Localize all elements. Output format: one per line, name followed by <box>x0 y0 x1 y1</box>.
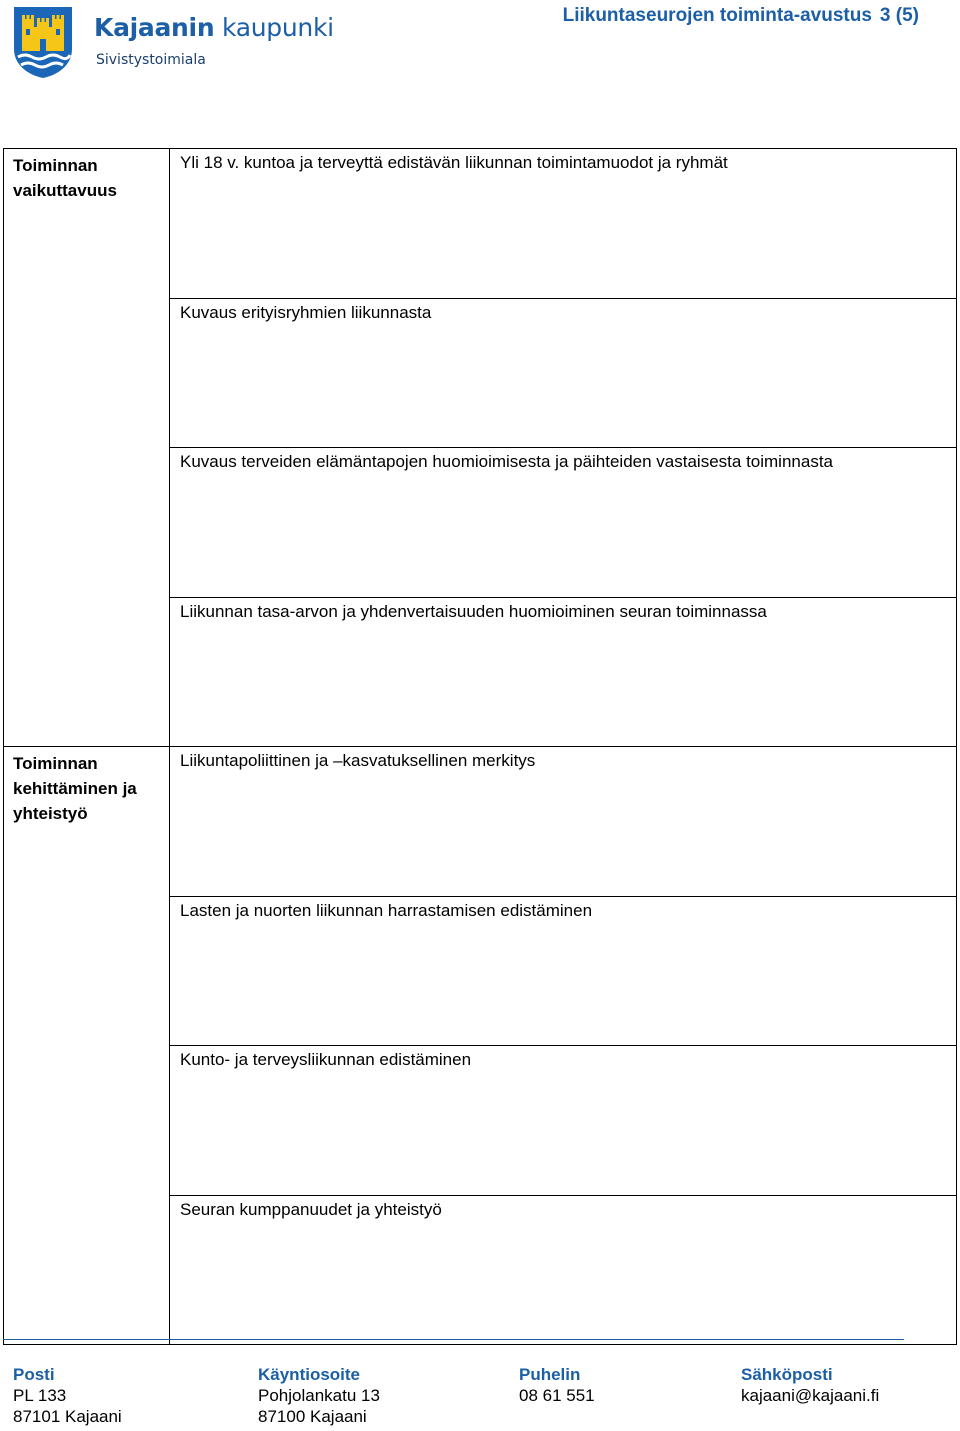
page-indicator: 3 (5) <box>879 5 919 26</box>
document-title-text: Liikuntaseurojen toiminta-avustus <box>562 5 872 26</box>
field-erityisryhmat[interactable]: Kuvaus erityisryhmien liikunnasta <box>170 298 957 448</box>
footer-heading: Posti <box>13 1365 55 1384</box>
footer-divider <box>3 1339 904 1340</box>
table-row <box>4 149 957 299</box>
brand-name: Kajaanin kaupunki <box>94 13 334 42</box>
footer-puhelin <box>519 1364 595 1406</box>
kajaani-crest-logo <box>12 5 74 79</box>
field-kumppanuudet[interactable]: Seuran kumppanuudet ja yhteistyö <box>170 1195 957 1345</box>
footer-posti <box>13 1364 122 1427</box>
footer-line-text: Pohjolankatu 13 <box>258 1386 380 1405</box>
table-row <box>4 747 957 897</box>
footer-line-text: 87100 Kajaani <box>258 1407 367 1426</box>
application-form-table <box>3 148 957 1345</box>
footer-heading: Sähköposti <box>741 1365 833 1384</box>
field-liikuntapoliittinen-merkitys[interactable]: Liikuntapoliittinen ja –kasvatuksellinen merkitys <box>170 747 957 897</box>
field-tasa-arvo[interactable]: Liikunnan tasa-arvon ja yhdenvertaisuuden huomioiminen seuran toiminnassa <box>170 597 957 747</box>
footer-heading: Käyntiosoite <box>258 1365 361 1384</box>
footer-sahkoposti <box>741 1364 879 1406</box>
city-logo <box>12 5 362 81</box>
field-lapset-nuoret[interactable]: Lasten ja nuorten liikunnan harrastamisen edistäminen <box>170 896 957 1046</box>
field-terveet-elamantavat[interactable]: Kuvaus terveiden elämäntapojen huomioimisesta ja päihteiden vastaisesta toiminnasta <box>170 448 957 598</box>
footer-email: kajaani@kajaani.fi <box>741 1386 880 1405</box>
footer-phone: 08 61 551 <box>519 1386 595 1405</box>
footer-kayntiosoite <box>258 1364 380 1427</box>
document-title <box>563 5 919 27</box>
field-kuntoliikunta[interactable]: Kunto- ja terveysliikunnan edistäminen <box>170 1046 957 1196</box>
footer-heading: Puhelin <box>519 1365 581 1384</box>
field-aikuisten-liikunta[interactable]: Yli 18 v. kuntoa ja terveyttä edistävän liikunnan toimintamuodot ja ryhmät <box>170 149 957 299</box>
section-label-vaikuttavuus: Toiminnan vaikuttavuus <box>4 149 170 747</box>
section-label-kehittaminen: Toiminnan kehittäminen ja yhteistyö <box>4 747 170 1345</box>
footer-line-text: PL 133 <box>13 1386 67 1405</box>
brand-subtitle: Sivistystoimiala <box>96 52 206 68</box>
footer-line-text: 87101 Kajaani <box>13 1407 122 1426</box>
